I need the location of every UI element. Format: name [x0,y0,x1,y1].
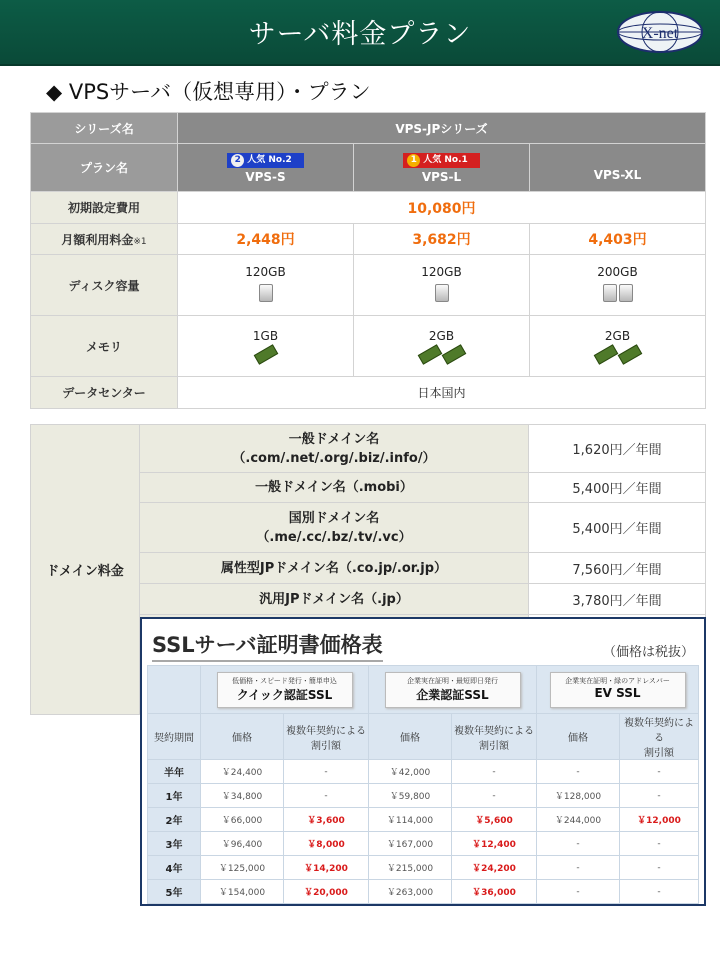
price-value: - [537,832,620,856]
discount-value: - [284,784,369,808]
vps-plan-table [30,112,706,409]
setup-fee-label: 初期設定費用 [31,192,178,224]
monthly-fee-label: 月額利用料金※1 [31,224,178,255]
rank-badge: 2 人気 No.2 [227,153,304,168]
discount-value: ￥24,200 [452,856,537,880]
ssl-product-corporate: 企業実在証明・最短即日発行 企業認証SSL [369,666,537,714]
price-value: ￥96,400 [201,832,284,856]
ssl-product-quick: 低価格・スピード発行・簡単申込 クイック認証SSL [201,666,369,714]
table-row [31,377,706,409]
monthly-fee-value: 4,403円 [530,224,706,255]
price-value: ￥167,000 [369,832,452,856]
ssl-price-panel [140,617,706,906]
discount-value: ￥12,000 [620,808,699,832]
monthly-fee-value: 2,448円 [178,224,354,255]
ssl-product-ev: 企業実在証明・緑のアドレスバー EV SSL [537,666,699,714]
discount-value: - [620,856,699,880]
memory-cell: 2GB [530,316,706,377]
disk-cell: 120GB [354,255,530,316]
discount-value: ￥14,200 [284,856,369,880]
price-header: 価格 [537,714,620,760]
memory-label: メモリ [31,316,178,377]
price-header: 価格 [369,714,452,760]
memory-module-icon [617,344,642,365]
table-row [31,425,706,473]
rank-badge: 1 人気 No.1 [403,153,480,168]
memory-cell: 1GB [178,316,354,377]
price-value: ￥114,000 [369,808,452,832]
discount-value: ￥8,000 [284,832,369,856]
discount-value: ￥20,000 [284,880,369,904]
discount-value: - [620,784,699,808]
price-value: ￥34,800 [201,784,284,808]
ssl-price-table [147,665,699,904]
period-label: 5年 [148,880,201,904]
plan-cell-vps-s [178,144,354,192]
domain-fee-label: ドメイン料金 [31,425,140,715]
price-value: ￥125,000 [201,856,284,880]
memory-cell: 2GB [354,316,530,377]
disk-label: ディスク容量 [31,255,178,316]
domain-price: 1,620円／年間 [529,425,706,473]
discount-value: ￥3,600 [284,808,369,832]
series-label: シリーズ名 [31,113,178,144]
period-label: 1年 [148,784,201,808]
domain-price: 5,400円／年間 [529,503,706,553]
header-bar [0,0,720,66]
table-row [31,255,706,316]
disk-icon [619,284,633,302]
discount-value: ￥5,600 [452,808,537,832]
discount-value: - [620,832,699,856]
table-row [31,316,706,377]
price-header: 価格 [201,714,284,760]
memory-module-icon [593,344,618,365]
period-label: 3年 [148,832,201,856]
discount-value: ￥36,000 [452,880,537,904]
monthly-fee-value: 3,682円 [354,224,530,255]
discount-value: - [452,760,537,784]
domain-price: 3,780円／年間 [529,584,706,615]
price-value: - [537,856,620,880]
table-row [148,666,699,714]
price-value: ￥66,000 [201,808,284,832]
plan-name: VPS-S [245,170,286,184]
price-value: ￥128,000 [537,784,620,808]
domain-price: 7,560円／年間 [529,553,706,584]
memory-module-icon [441,344,466,365]
ssl-title: SSLサーバ証明書価格表 [152,629,383,662]
period-label: 2年 [148,808,201,832]
globe-icon [616,10,704,54]
datacenter-label: データセンター [31,377,178,409]
period-label: 4年 [148,856,201,880]
plan-name: VPS-XL [593,167,642,182]
datacenter-value: 日本国内 [178,377,706,409]
domain-name: 国別ドメイン名 （.me/.cc/.bz/.tv/.vc） [140,503,529,553]
price-value: ￥59,800 [369,784,452,808]
table-row [148,784,699,808]
series-value: VPS-JPシリーズ [178,113,706,144]
plan-name: VPS-L [421,170,462,184]
price-value: ￥24,400 [201,760,284,784]
memory-module-icon [417,344,442,365]
price-value: ￥244,000 [537,808,620,832]
price-value: ￥263,000 [369,880,452,904]
period-label: 半年 [148,760,201,784]
discount-header: 複数年契約による 割引額 [620,714,699,760]
plan-cell-vps-l [354,144,530,192]
memory-module-icon [253,344,278,365]
table-row [148,760,699,784]
disk-cell: 200GB [530,255,706,316]
discount-value: - [620,760,699,784]
domain-name: 一般ドメイン名 （.com/.net/.org/.biz/.info/） [140,425,529,473]
plan-cell-vps-xl [530,144,706,192]
disk-icon [259,284,273,302]
table-row [148,832,699,856]
domain-name: 属性型JPドメイン名（.co.jp/.or.jp） [140,553,529,584]
discount-value: - [452,784,537,808]
discount-header: 複数年契約による 割引額 [452,714,537,760]
discount-value: - [284,760,369,784]
page-title: サーバ料金プラン [248,19,472,50]
domain-price: 5,400円／年間 [529,473,706,503]
table-row [31,113,706,144]
table-row [148,714,699,760]
section-title: ◆ VPSサーバ（仮想専用）・プラン [46,80,371,104]
table-row [31,144,706,192]
price-value: ￥154,000 [201,880,284,904]
discount-value: ￥12,400 [452,832,537,856]
discount-value: - [620,880,699,904]
table-row [148,808,699,832]
price-value: ￥42,000 [369,760,452,784]
table-row [148,880,699,904]
table-row [31,192,706,224]
table-row [148,856,699,880]
price-value: - [537,760,620,784]
disk-icon [603,284,617,302]
setup-fee-value: 10,080円 [178,192,706,224]
table-row [31,224,706,255]
logo-text: X-net [641,25,679,42]
plan-label: プラン名 [31,144,178,192]
tax-note: （価格は税抜） [602,645,694,660]
domain-name: 一般ドメイン名（.mobi） [140,473,529,503]
disk-icon [435,284,449,302]
period-header: 契約期間 [148,714,201,760]
disk-cell: 120GB [178,255,354,316]
empty-header-cell [148,666,201,714]
price-value: ￥215,000 [369,856,452,880]
domain-name: 汎用JPドメイン名（.jp） [140,584,529,615]
price-value: - [537,880,620,904]
discount-header: 複数年契約による 割引額 [284,714,369,760]
